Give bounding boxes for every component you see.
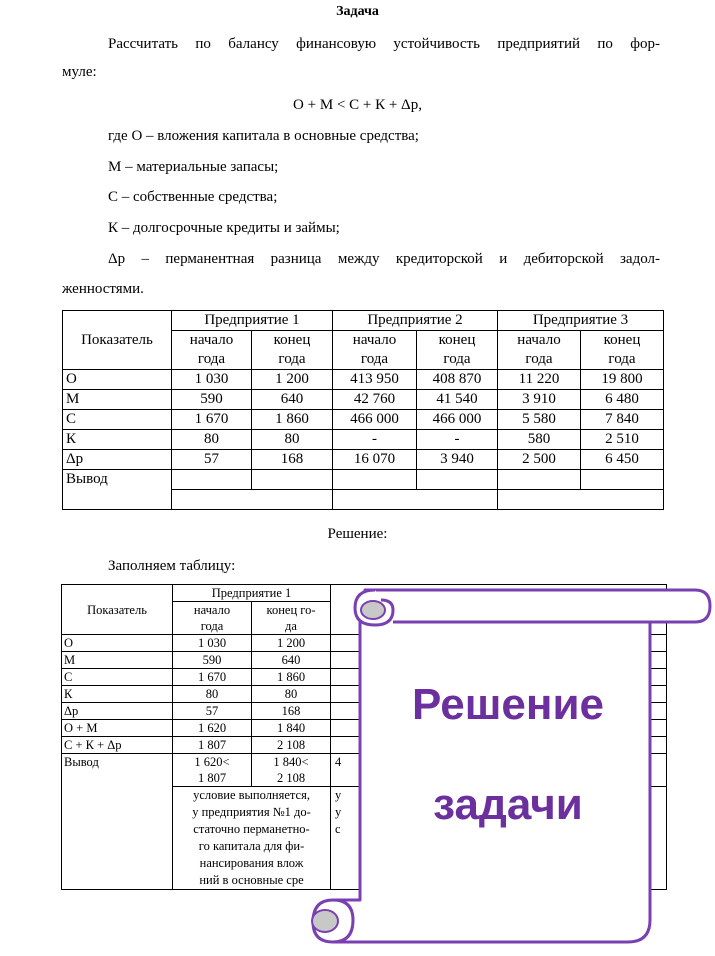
header-start: начало <box>333 331 417 351</box>
table-cell: 6 480 <box>581 390 664 410</box>
table-cell: 408 870 <box>417 370 498 390</box>
table-cell: 1 840 <box>252 720 331 737</box>
table-cell: 168 <box>252 703 331 720</box>
table-cell: 1 860 <box>252 410 333 430</box>
table-cell: 6 450 <box>581 450 664 470</box>
comparison-start <box>173 754 252 787</box>
table-cell <box>333 490 498 510</box>
row-label: М <box>62 652 173 669</box>
table-cell: 466 000 <box>333 410 417 430</box>
comparison-start-bottom: 1 807 <box>197 771 227 785</box>
header-end: конец <box>581 331 664 351</box>
table-cell: 580 <box>498 430 581 450</box>
header-enterprise-3: Предприятие 3 <box>498 311 664 331</box>
conclusion-line: у <box>335 788 342 802</box>
table-cell: - <box>333 430 417 450</box>
table-row <box>63 430 664 450</box>
table-cell: 2 108 <box>252 737 331 754</box>
table-cell: 466 000 <box>417 410 498 430</box>
table-cell: 3 910 <box>498 390 581 410</box>
table-cell: 42 760 <box>333 390 417 410</box>
task-title: Задача <box>336 4 379 19</box>
table-row <box>63 450 664 470</box>
row-label: Δр <box>63 450 172 470</box>
table-cell: 80 <box>173 686 252 703</box>
row-label: М <box>63 390 172 410</box>
conclusion-line: ний в основные сре <box>199 873 304 887</box>
header-end: конец го- <box>252 602 331 619</box>
table-cell <box>417 470 498 490</box>
definition-o: где О – вложения капитала в основные средства; <box>108 128 419 144</box>
row-label: С <box>63 410 172 430</box>
header-indicator: Показатель <box>62 585 173 635</box>
fill-table-caption: Заполняем таблицу: <box>108 558 236 574</box>
conclusion-line: нансирования влож <box>199 856 304 870</box>
header-year: года <box>581 350 664 370</box>
header-year: года <box>252 350 333 370</box>
table-cell: 41 540 <box>417 390 498 410</box>
row-label: С <box>62 669 173 686</box>
task-data-table <box>62 310 664 510</box>
solution-heading: Решение: <box>327 526 388 542</box>
header-start: начало <box>498 331 581 351</box>
table-cell <box>498 490 664 510</box>
table-cell <box>333 470 417 490</box>
table-row <box>63 410 664 430</box>
header-year: да <box>252 618 331 635</box>
row-label-conclusion: Вывод <box>62 754 173 890</box>
header-enterprise-2: Предприятие 2 <box>333 311 498 331</box>
definition-dp-line2: женностями. <box>62 281 144 297</box>
banner-title-line2: задачи <box>433 780 583 829</box>
table-cell: 1 620 <box>173 720 252 737</box>
table-row <box>63 390 664 410</box>
header-end: конец <box>417 331 498 351</box>
task-intro-line2: муле: <box>62 64 97 80</box>
row-label: К <box>62 686 173 703</box>
scroll-banner <box>295 570 715 951</box>
table-cell: 5 580 <box>498 410 581 430</box>
definition-m: М – материальные запасы; <box>108 159 279 175</box>
table-cell: 16 070 <box>333 450 417 470</box>
header-enterprise-1: Предприятие 1 <box>173 585 331 602</box>
table-cell: 3 940 <box>417 450 498 470</box>
row-label: С + К + Δр <box>62 737 173 754</box>
conclusion-line: условие выполняется, <box>193 788 310 802</box>
table-cell: 1 860 <box>252 669 331 686</box>
row-label: Δр <box>62 703 173 720</box>
comparison-next-top: 4 <box>335 755 342 769</box>
banner-title-line1: Решение <box>412 680 604 729</box>
comparison-end-bottom: 2 108 <box>276 771 306 785</box>
row-label: О + М <box>62 720 173 737</box>
table-cell: 1 670 <box>173 669 252 686</box>
header-start: начало <box>172 331 252 351</box>
table-cell: 19 800 <box>581 370 664 390</box>
header-enterprise-1: Предприятие 1 <box>172 311 333 331</box>
table-cell: 640 <box>252 390 333 410</box>
definition-k: К – долгосрочные кредиты и займы; <box>108 220 340 236</box>
task-intro-line1: Рассчитать по балансу финансовую устойчивость предприятий по фор- <box>108 36 660 52</box>
table-cell: 80 <box>252 430 333 450</box>
table-header-row <box>63 311 664 331</box>
row-label: К <box>63 430 172 450</box>
table-cell: - <box>417 430 498 450</box>
table-cell: 1 200 <box>252 370 333 390</box>
definition-dp-line1: Δр – перманентная разница между кредиторской и дебиторской задол- <box>108 251 660 267</box>
table-row-conclusion <box>63 470 664 490</box>
header-year: года <box>417 350 498 370</box>
header-year: года <box>498 350 581 370</box>
header-end: конец <box>252 331 333 351</box>
table-cell <box>172 470 252 490</box>
table-cell: 57 <box>173 703 252 720</box>
conclusion-line: статочно перманетно- <box>193 822 310 836</box>
table-cell: 57 <box>172 450 252 470</box>
table-cell: 1 030 <box>172 370 252 390</box>
table-cell: 7 840 <box>581 410 664 430</box>
row-label: О <box>63 370 172 390</box>
header-year: года <box>173 618 252 635</box>
table-cell: 80 <box>172 430 252 450</box>
table-cell: 11 220 <box>498 370 581 390</box>
scroll-shape <box>295 570 715 951</box>
scroll-body <box>313 590 710 942</box>
formula: О + М < С + К + Δр, <box>293 97 422 113</box>
table-cell: 2 510 <box>581 430 664 450</box>
table-cell: 590 <box>173 652 252 669</box>
table-cell: 1 030 <box>173 635 252 652</box>
conclusion-line: у <box>335 805 342 819</box>
header-start: начало <box>173 602 252 619</box>
table-cell <box>498 470 581 490</box>
table-cell: 80 <box>252 686 331 703</box>
comparison-start-top: 1 620< <box>194 755 230 769</box>
header-year: года <box>172 350 252 370</box>
table-cell <box>581 470 664 490</box>
conclusion-line: го капитала для фи- <box>198 839 305 853</box>
table-cell: 640 <box>252 652 331 669</box>
header-indicator: Показатель <box>63 311 172 370</box>
table-cell: 168 <box>252 450 333 470</box>
table-cell: 590 <box>172 390 252 410</box>
header-year: года <box>333 350 417 370</box>
table-row <box>63 370 664 390</box>
table-cell: 1 200 <box>252 635 331 652</box>
row-label-conclusion: Вывод <box>63 470 172 510</box>
table-cell: 1 807 <box>173 737 252 754</box>
definition-c: С – собственные средства; <box>108 189 278 205</box>
table-cell <box>172 490 333 510</box>
table-cell: 413 950 <box>333 370 417 390</box>
scroll-bottom-curl-shadow <box>312 910 338 932</box>
conclusion-line: у предприятия №1 до- <box>192 805 311 819</box>
comparison-end-top: 1 840< <box>273 755 309 769</box>
conclusion-line: с <box>335 822 341 836</box>
scroll-top-curl-shadow <box>361 601 385 619</box>
table-cell: 2 500 <box>498 450 581 470</box>
row-label: О <box>62 635 173 652</box>
table-cell: 1 670 <box>172 410 252 430</box>
table-cell <box>252 470 333 490</box>
